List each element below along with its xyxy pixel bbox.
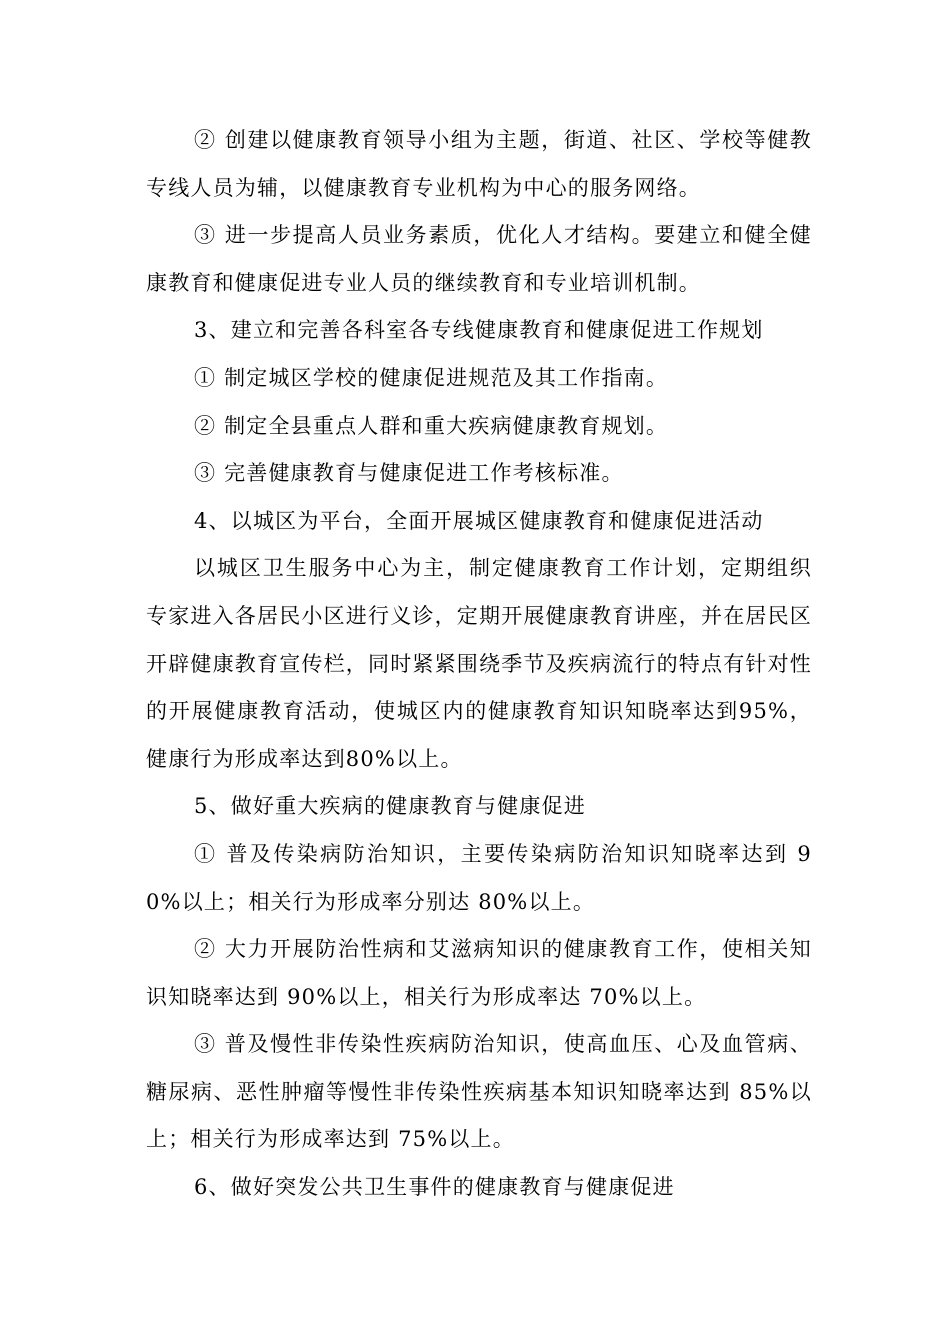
paragraph-staff-quality: ③ 进一步提高人员业务素质，优化人才结构。要建立和健全健康教育和健康促进专业人员的继续教育和专业培训机制。 [146,223,812,295]
document-body [146,117,812,1212]
paragraph-school-guidelines: ① 制定城区学校的健康促进规范及其工作指南。 [194,365,669,390]
paragraph-community-activities: 以城区卫生服务中心为主，制定健康教育工作计划，定期组织专家进入各居民小区进行义诊，定期开展健康教育讲座，并在居民区开辟健康教育宣传栏，同时紧紧围绕季节及疾病流行的特点有针对性的开展健康教育活动，使城区内的健康教育知识知晓率达到95%，健康行为形成率达到80%以上。 [146,556,812,771]
section-heading-3: 3、建立和完善各科室各专线健康教育和健康促进工作规划 [194,318,764,343]
section-heading-6: 6、做好突发公共卫生事件的健康教育与健康促进 [194,1175,675,1200]
section-heading-5: 5、做好重大疾病的健康教育与健康促进 [194,794,586,819]
paragraph-infectious-disease: ① 普及传染病防治知识，主要传染病防治知识知晓率达到 90%以上；相关行为形成率分别达 80%以上。 [146,841,812,914]
section-heading-4: 4、以城区为平台，全面开展城区健康教育和健康促进活动 [194,508,764,533]
paragraph-network: ② 创建以健康教育领导小组为主题，街道、社区、学校等健教专线人员为辅，以健康教育专业机构为中心的服务网络。 [146,128,812,200]
paragraph-assessment-standards: ③ 完善健康教育与健康促进工作考核标准。 [194,461,624,486]
paragraph-std-aids: ② 大力开展防治性病和艾滋病知识的健康教育工作，使相关知识知晓率达到 90%以上，相关行为形成率达 70%以上。 [146,937,812,1009]
paragraph-chronic-disease: ③ 普及慢性非传染性疾病防治知识，使高血压、心及血管病、糖尿病、恶性肿瘤等慢性非传染性疾病基本知识知晓率达到 85%以上；相关行为形成率达到 75%以上。 [146,1032,812,1152]
paragraph-county-plan: ② 制定全县重点人群和重大疾病健康教育规划。 [194,413,669,438]
